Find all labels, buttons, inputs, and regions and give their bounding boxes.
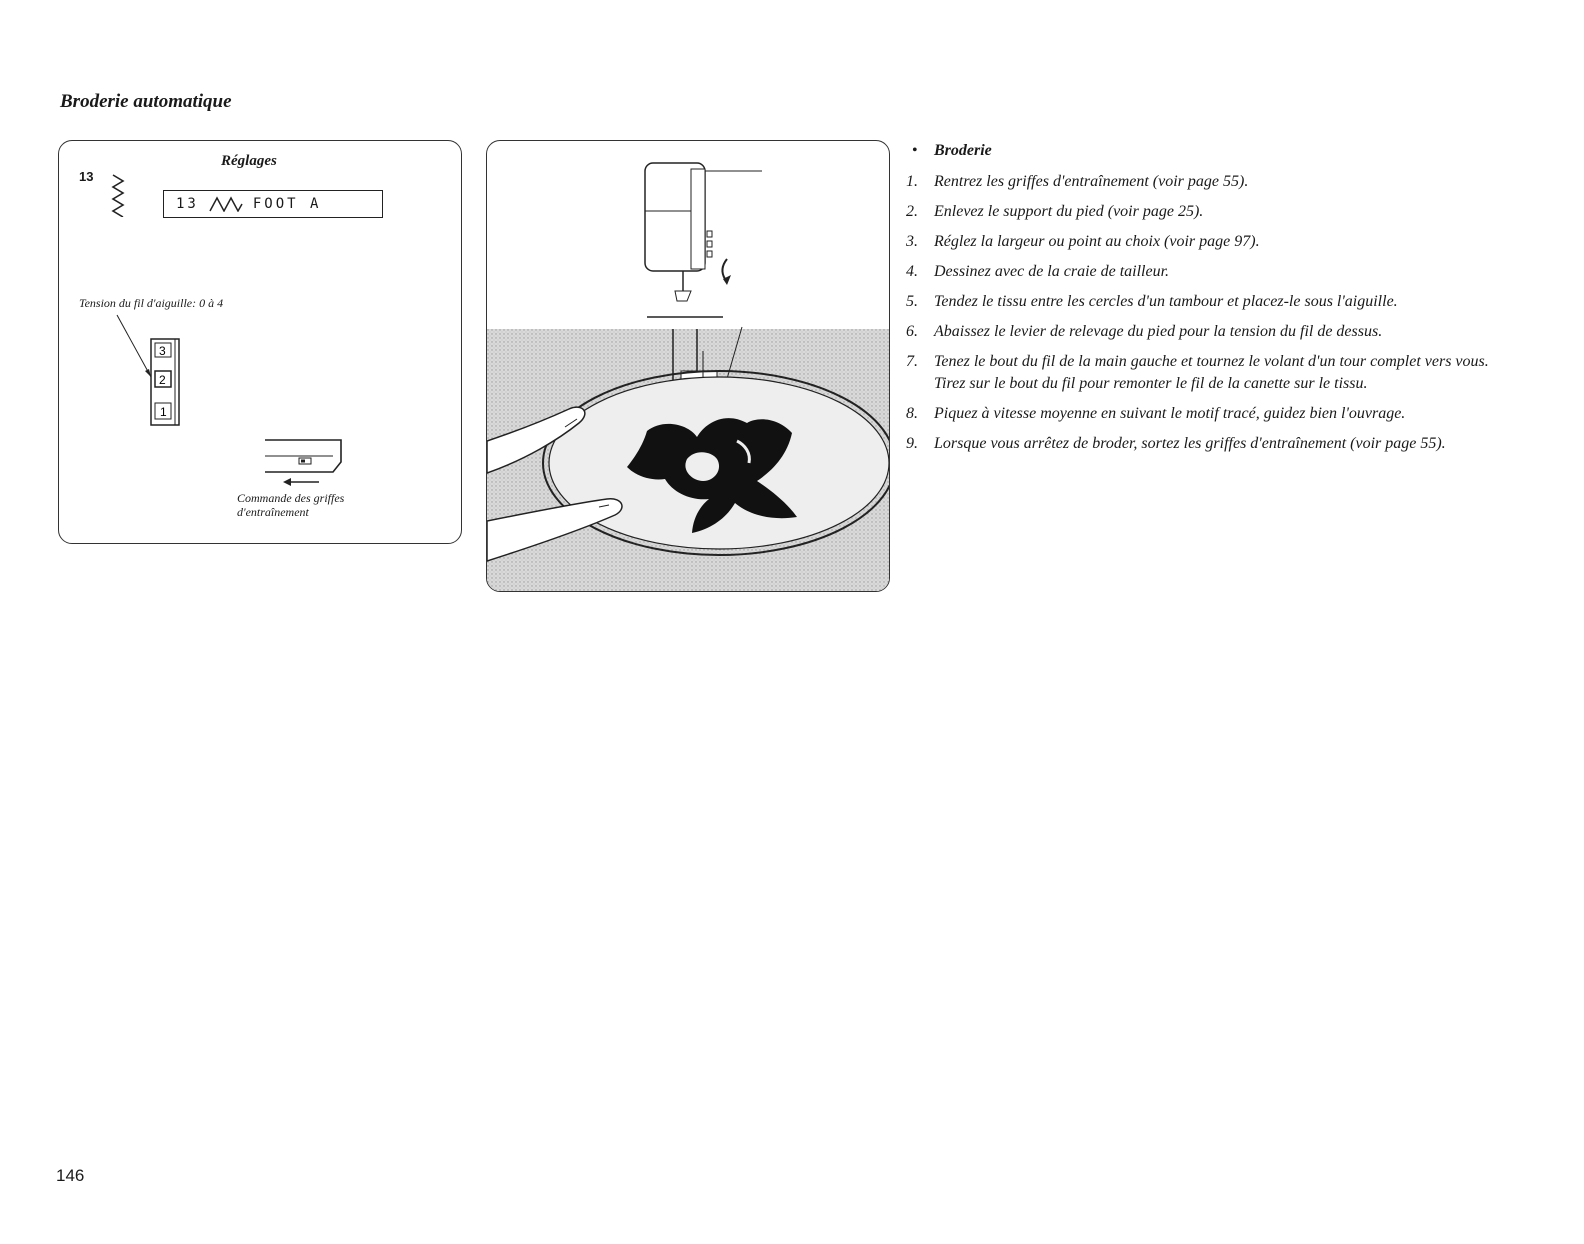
step-item: 9. Lorsque vous arrêtez de broder, sortez les griffes d'entraînement (voir page 55). <box>906 435 1446 452</box>
dial-value-1: 1 <box>160 405 167 419</box>
lcd-display <box>163 190 383 218</box>
section-heading: Broderie automatique <box>60 91 232 112</box>
zigzag-stitch-icon <box>111 173 125 217</box>
tension-label: Tension du fil d'aiguille: 0 à 4 <box>79 296 224 310</box>
machine-head-icon <box>645 163 762 317</box>
settings-panel <box>58 140 462 544</box>
step-item: 7. Tenez le bout du fil de la main gauche et tournez le volant d'un tour complet vers vous. Tirez sur le bout du fil pour remonter le fil de la canette sur le tissu. <box>906 353 1489 392</box>
step-item: 3. Réglez la largeur ou point au choix (voir page 97). <box>906 233 1260 250</box>
lcd-foot-mode: FOOT A <box>252 196 322 212</box>
step-item: 6. Abaissez le levier de relevage du pied pour la tension du fil de dessus. <box>906 323 1383 340</box>
settings-title: Réglages <box>221 153 277 169</box>
instructions <box>906 140 1546 463</box>
step-item: 2. Enlevez le support du pied (voir page 25). <box>906 203 1204 220</box>
lcd-stitch-number: 13 <box>176 196 199 212</box>
step-item: 4. Dessinez avec de la craie de tailleur. <box>906 263 1170 280</box>
step-item: 8. Piquez à vitesse moyenne en suivant le motif tracé, guidez bien l'ouvrage. <box>906 405 1406 422</box>
zigzag-lcd-icon <box>209 196 243 212</box>
feed-dog-label: Commande des griffes d'entraînement <box>237 491 345 519</box>
embroidery-illustration-panel <box>486 140 890 592</box>
step-item: 5. Tendez le tissu entre les cercles d'un tambour et placez-le sous l'aiguille. <box>906 293 1398 310</box>
step-extra: Tirez sur le bout du fil pour remonter le fil de la canette sur le tissu. <box>934 375 1368 392</box>
page-number: 146 <box>56 1166 85 1185</box>
feed-dog-lever-icon <box>259 436 349 486</box>
stitch-number: 13 <box>79 169 94 184</box>
instructions-subtitle-row <box>906 140 1546 162</box>
embroidery-hoop-illustration <box>487 141 890 592</box>
dial-value-3: 3 <box>159 344 166 358</box>
bullet-icon: • <box>912 142 918 159</box>
step-item: 1. Rentrez les griffes d'entraînement (voir page 55). <box>906 173 1249 190</box>
instructions-subtitle: Broderie <box>934 142 992 159</box>
tension-dial-icon <box>99 311 199 426</box>
dial-value-2: 2 <box>159 373 166 387</box>
